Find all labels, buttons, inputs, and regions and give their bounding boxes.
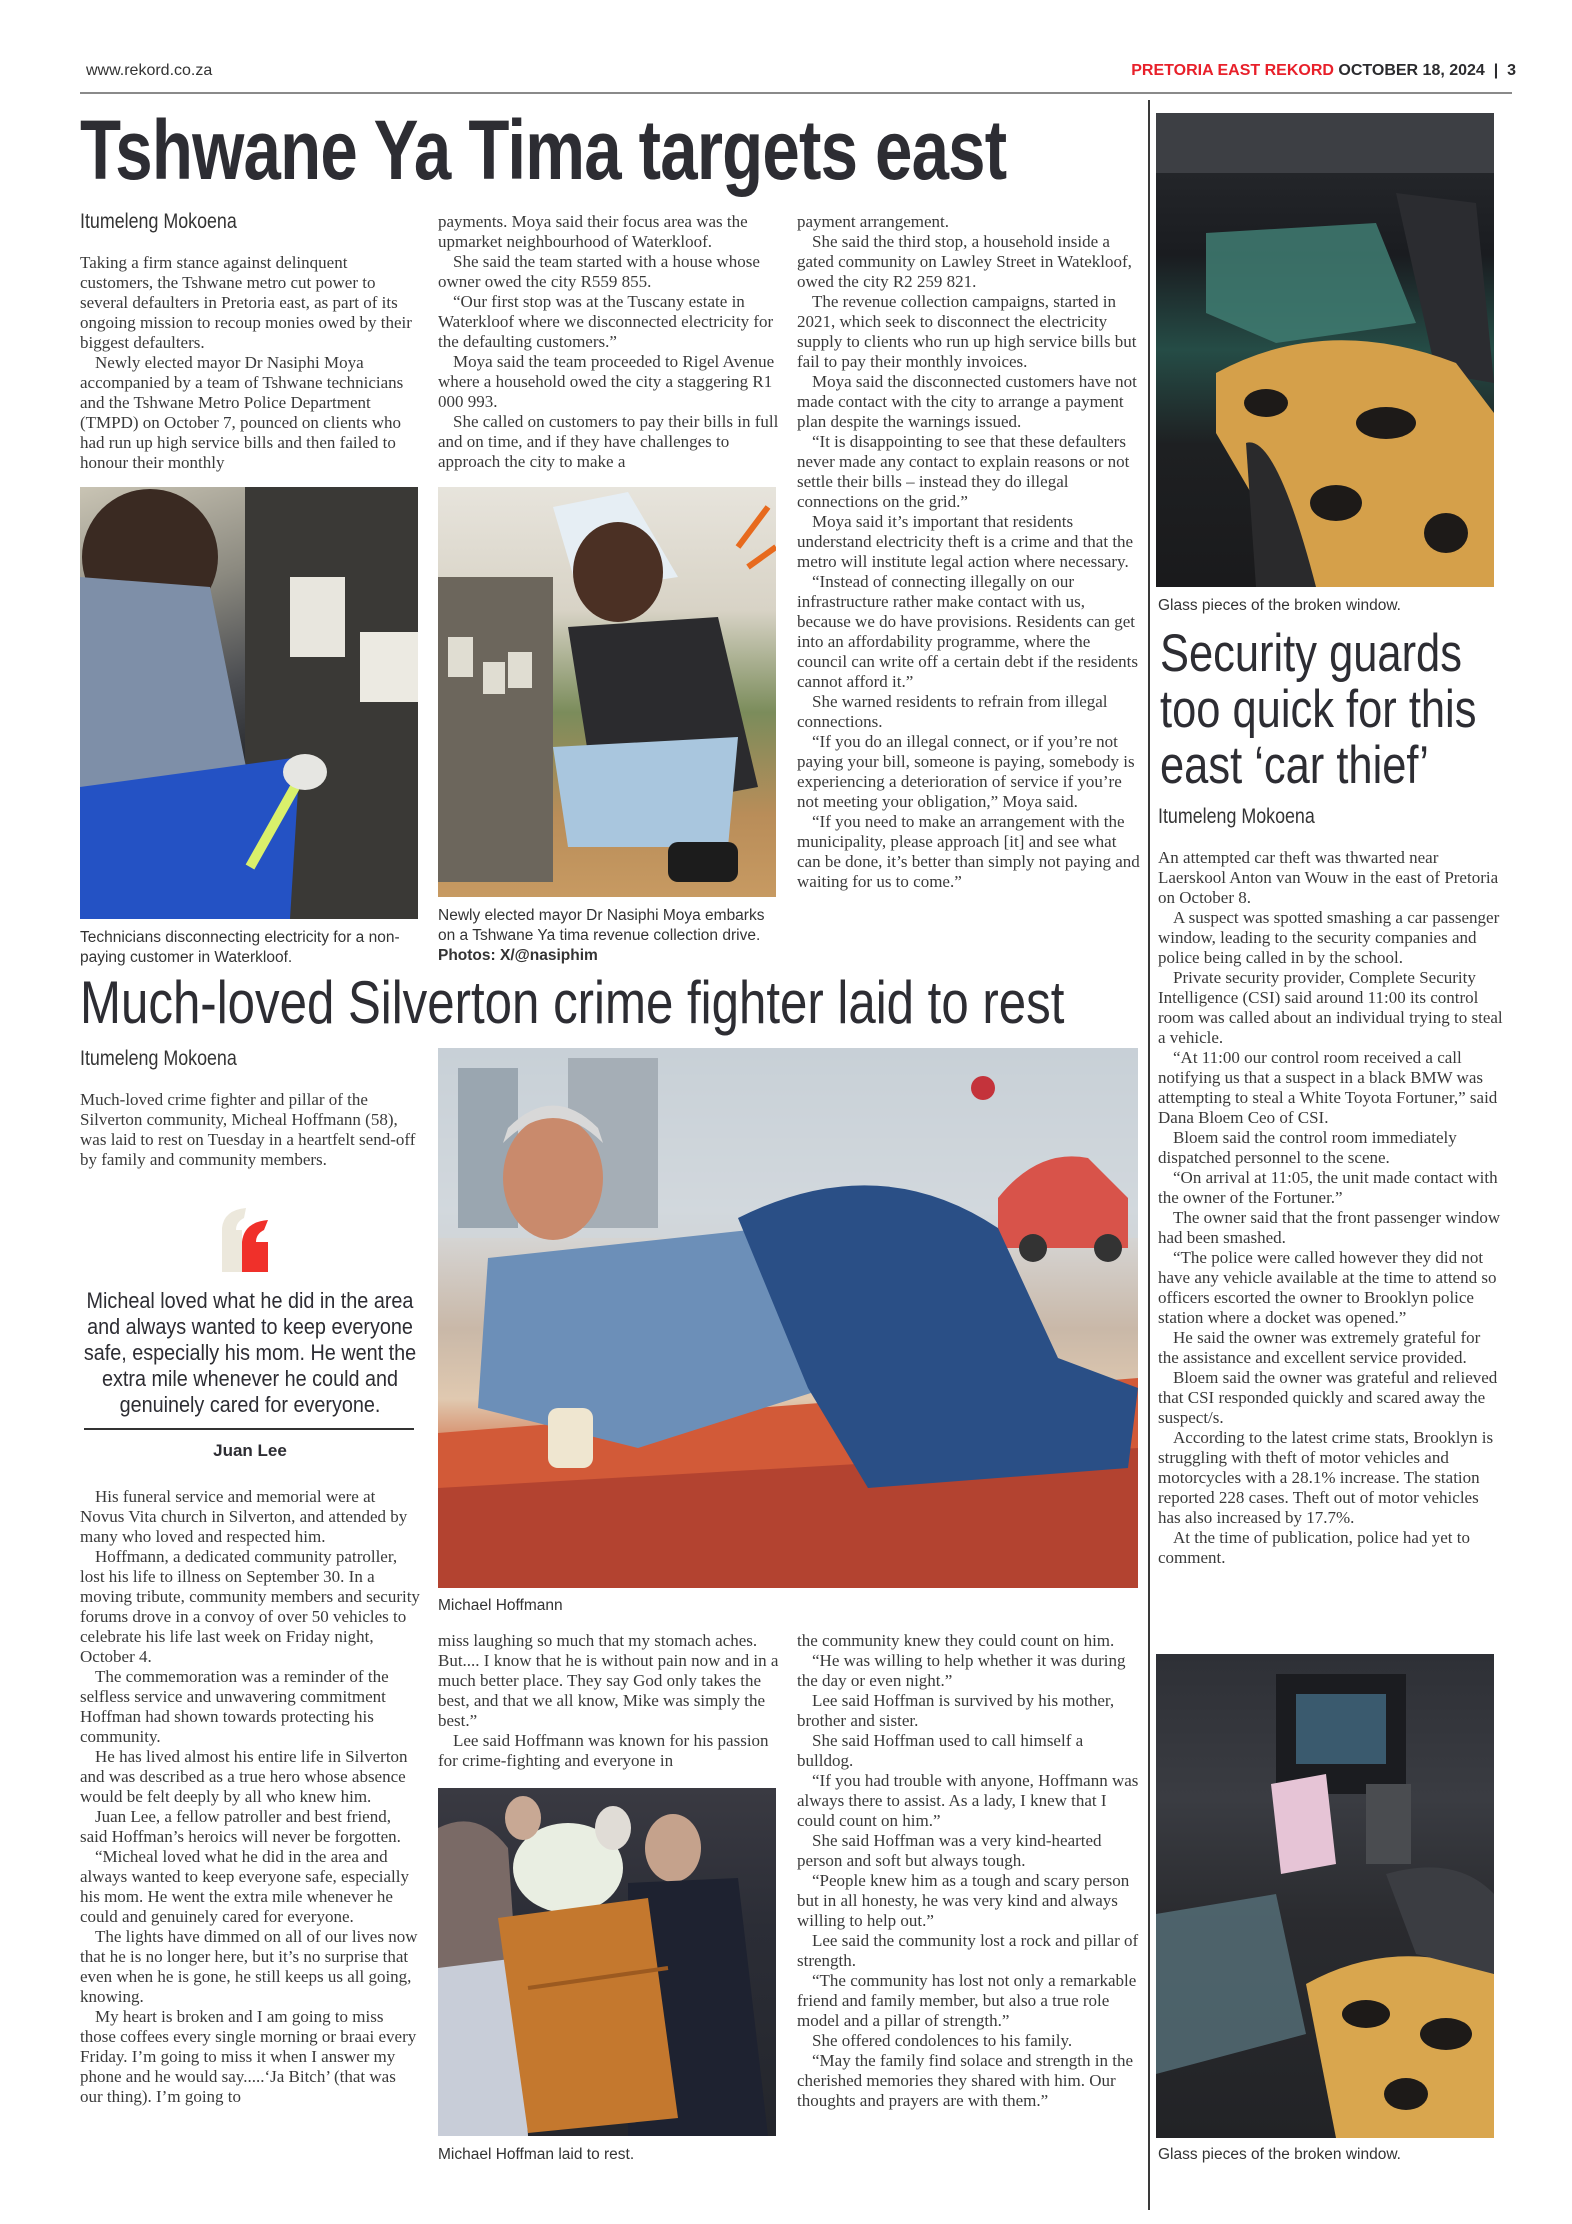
article1-column-3 (797, 212, 1142, 892)
paragraph: miss laughing so much that my stomach aches. But.... I know that he is without pain now and in a much better place. They say God only takes the best, and that we all know, Mike was simply the best.” (438, 1631, 779, 1730)
article2-intro (80, 1090, 420, 1170)
paragraph: A suspect was spotted smashing a car passenger window, leading to the security companies and police being called in by the school. (1158, 908, 1500, 967)
paragraph: She said the team started with a house whose owner owed the city R559 855. (438, 252, 760, 291)
paragraph: My heart is broken and I am going to miss those coffees every single morning or braai every Friday. I’m going to miss it when I answer my phone and he would say.....‘Ja Bitch’ (that was our thing). I’m going to (80, 2007, 417, 2106)
paragraph: Taking a firm stance against delinquent customers, the Tshwane metro cut power to several defaulters in Pretoria east, as part of its ongoing mission to recoup monies owed by their biggest defaulters. (80, 253, 412, 352)
photo-michael-hoffmann-caption: Michael Hoffmann (438, 1597, 563, 1614)
article3-body (1158, 848, 1503, 1568)
article2-column-2 (438, 1631, 783, 1771)
paragraph: Bloem said the owner was grateful and relieved that CSI responded quickly and scared away the suspect/s. (1158, 1368, 1498, 1427)
paragraph: the community knew they could count on him. (797, 1631, 1115, 1650)
technician-illustration (80, 487, 418, 919)
paragraph: Juan Lee, a fellow patroller and best friend, said Hoffman’s heroics will never be forgotten. (80, 1807, 401, 1846)
photo-technicians (80, 487, 418, 919)
paragraph: She warned residents to refrain from illegal connections. (797, 692, 1108, 731)
paragraph: Newly elected mayor Dr Nasiphi Moya accompanied by a team of Tshwane technicians and the Tshwane Metro Police Department (TMPD) on October 7, pounced on clients who had run up high service bills and then failed to honour their monthly (80, 353, 404, 472)
paragraph: Moya said the disconnected customers have not made contact with the city to arrange a payment plan despite the warnings issued. (797, 372, 1137, 431)
paragraph: His funeral service and memorial were at Novus Vita church in Silverton, and attended by many who loved and respected him. (80, 1487, 408, 1546)
paragraph: “On arrival at 11:05, the unit made contact with the owner of the Fortuner.” (1158, 1168, 1498, 1207)
photo-broken-glass-bottom (1156, 1654, 1494, 2138)
article2-column-1 (80, 1487, 420, 2107)
paragraph: “He was willing to help whether it was during the day or even night.” (797, 1651, 1126, 1690)
paragraph: The commemoration was a reminder of the selfless service and unwavering commitment Hoffman had shown towards protecting his community. (80, 1667, 389, 1746)
paragraph: “Our first stop was at the Tuscany estate in Waterkloof where we disconnected electricity for the defaulting customers.” (438, 292, 774, 351)
photo-mayor-caption (438, 906, 778, 966)
pull-quote-author: Juan Lee (213, 1441, 287, 1460)
article1-column-1 (80, 253, 420, 473)
paragraph: She offered condolences to his family. (812, 2031, 1073, 2050)
paragraph: “People knew him as a tough and scary person but in all honesty, he was very kind and always willing to help out.” (797, 1871, 1130, 1930)
paragraph: Bloem said the control room immediately dispatched personnel to the scene. (1158, 1128, 1457, 1167)
paragraph: Private security provider, Complete Security Intelligence (CSI) said around 11:00 its control room was called about an individual trying to steal a vehicle. (1158, 968, 1503, 1047)
website-url: www.rekord.co.za (86, 62, 213, 79)
caption-text: Newly elected mayor Dr Nasiphi Moya embarks on a Tshwane Ya tima revenue collection drive. (438, 907, 765, 944)
paragraph: payment arrangement. (797, 212, 949, 231)
paragraph: “Micheal loved what he did in the area and always wanted to keep everyone safe, especially his mom. He went the extra mile whenever he could and genuinely cared for everyone. (80, 1847, 409, 1926)
pull-quote-text: Micheal loved what he did in the area and always wanted to keep everyone safe, especially his mom. He went the extra mile whenever he could and genuinely cared for everyone. (83, 1288, 417, 1417)
paragraph: The revenue collection campaigns, started in 2021, which seek to disconnect the electricity supply to clients who run up high service bills but fail to pay their monthly invoices. (797, 292, 1137, 371)
paragraph: She said Hoffman used to call himself a bulldog. (797, 1731, 1084, 1770)
headline-line: too quick for this (1160, 680, 1477, 739)
paragraph: Lee said Hoffmann was known for his passion for crime-fighting and everyone in (438, 1731, 769, 1770)
header-divider (80, 92, 1512, 94)
paragraph: Moya said it’s important that residents understand electricity theft is a crime and that the metro will institute legal action where necessary. (797, 512, 1134, 571)
article2-column-3 (797, 1631, 1142, 2111)
paragraph: Lee said Hoffman is survived by his mother, brother and sister. (797, 1691, 1115, 1730)
paragraph: He has lived almost his entire life in Silverton and was described as a true hero whose absence would be felt deeply by all who knew him. (80, 1747, 408, 1806)
broken-glass-illustration (1156, 113, 1494, 587)
page-number: 3 (1507, 62, 1516, 79)
photo-credit: Photos: X/@nasiphim (438, 947, 598, 964)
photo-michael-hoffmann (438, 1048, 1138, 1588)
paragraph: The owner said that the front passenger window had been smashed. (1158, 1208, 1501, 1247)
article1-byline: Itumeleng Mokoena (80, 210, 237, 233)
article1-headline: Tshwane Ya Tima targets east (80, 103, 1007, 197)
paragraph: “If you do an illegal connect, or if you’re not paying your bill, someone is paying, somebody is experiencing a deterioration of service if you’re not meeting your obligation,” Moya said. (797, 732, 1135, 811)
paragraph: She called on customers to pay their bills in full and on time, and if they have challenges to approach the city to make a (438, 412, 779, 471)
pull-quote-divider (84, 1428, 414, 1430)
paragraph: “It is disappointing to see that these defaulters never made any contact to explain reasons or not settle their bills – instead they do illegal connections on the grid.” (797, 432, 1130, 511)
photo-broken-glass-bottom-caption: Glass pieces of the broken window. (1158, 2146, 1401, 2163)
photo-broken-glass-top (1156, 113, 1494, 587)
photo-broken-glass-top-caption: Glass pieces of the broken window. (1158, 597, 1401, 614)
photo-funeral (438, 1788, 776, 2136)
photo-technicians-caption: Technicians disconnecting electricity for a non-paying customer in Waterkloof. (80, 929, 400, 966)
column-divider (1148, 100, 1150, 2210)
paragraph: She said the third stop, a household inside a gated community on Lawley Street in Watekloof, owed the city R2 259 821. (797, 232, 1132, 291)
quote-mark-icon (220, 1208, 272, 1272)
paragraph: “The police were called however they did not have any vehicle available at the time to attend so officers escorted the owner to Brooklyn police station where a docket was opened.” (1158, 1248, 1497, 1327)
mayor-illustration (438, 487, 776, 897)
headline-line: Security guards (1160, 624, 1462, 683)
photo-funeral-caption: Michael Hoffman laid to rest. (438, 2146, 635, 2163)
hoffmann-illustration (438, 1048, 1138, 1588)
photo-mayor (438, 487, 776, 897)
headline-line: east ‘car thief’ (1160, 736, 1429, 795)
publication-name: PRETORIA EAST REKORD (1131, 62, 1334, 79)
paragraph: According to the latest crime stats, Brooklyn is struggling with theft of motor vehicles and motorcycles with a 28.1% increase. The station reported 228 cases. Theft out of motor vehicles has also increased by 17.7%. (1158, 1428, 1494, 1527)
funeral-illustration (438, 1788, 776, 2136)
pull-quote (80, 1288, 420, 1418)
paragraph: She said Hoffman was a very kind-hearted person and soft but always tough. (797, 1831, 1102, 1870)
article2-headline: Much-loved Silverton crime fighter laid to rest (80, 969, 1065, 1036)
paragraph: An attempted car theft was thwarted near Laerskool Anton van Wouw in the east of Pretoria on October 8. (1158, 848, 1499, 907)
paragraph: “The community has lost not only a remarkable friend and family member, but also a true role model and a pillar of strength.” (797, 1971, 1137, 2030)
article3-byline: Itumeleng Mokoena (1158, 805, 1315, 828)
paragraph: Much-loved crime fighter and pillar of the Silverton community, Micheal Hoffmann (58), was laid to rest on Tuesday in a heartfelt send-off by family and community members. (80, 1090, 416, 1169)
paragraph: The lights have dimmed on all of our lives now that he is no longer here, but it’s no surprise that even when he is gone, he still keeps us all going, knowing. (80, 1927, 418, 2006)
paragraph: payments. Moya said their focus area was the upmarket neighbourhood of Waterkloof. (438, 212, 748, 251)
paragraph: “If you had trouble with anyone, Hoffmann was always there to assist. As a lady, I knew that I could count on him.” (797, 1771, 1139, 1830)
article1-column-2 (438, 212, 783, 472)
paragraph: Lee said the community lost a rock and pillar of strength. (797, 1931, 1139, 1970)
paragraph: At the time of publication, police had yet to comment. (1158, 1528, 1470, 1567)
page-header-info (1131, 62, 1516, 80)
paragraph: “If you need to make an arrangement with the municipality, please approach [it] and see what can be done, it’s better than simply not paying and waiting for us to come.” (797, 812, 1140, 891)
paragraph: Hoffmann, a dedicated community patroller, lost his life to illness on September 30. In a moving tribute, community members and security forums drove in a convoy of over 50 vehicles to celebrate his life last week on Friday night, October 4. (80, 1547, 420, 1666)
paragraph: Moya said the team proceeded to Rigel Avenue where a household owed the city a staggering R1 000 993. (438, 352, 775, 411)
paragraph: He said the owner was extremely grateful for the assistance and excellent service provided. (1158, 1328, 1481, 1367)
article2-byline: Itumeleng Mokoena (80, 1047, 237, 1070)
paragraph: “At 11:00 our control room received a call notifying us that a suspect in a black BMW was attempting to steal a White Toyota Fortuner,” said Dana Bloem Ceo of CSI. (1158, 1048, 1498, 1127)
issue-date: OCTOBER 18, 2024 (1338, 62, 1485, 79)
header-separator: | (1493, 62, 1499, 79)
car-interior-illustration (1156, 1654, 1494, 2138)
paragraph: “Instead of connecting illegally on our infrastructure rather make contact with us, because we do have provisions. Residents can get into an affordability programme, where the council can write off a certain debt if the residents cannot afford it.” (797, 572, 1138, 691)
article3-headline (1160, 626, 1476, 794)
paragraph: “May the family find solace and strength in the cherished memories they shared with him. Our thoughts and prayers are with them.” (797, 2051, 1134, 2110)
